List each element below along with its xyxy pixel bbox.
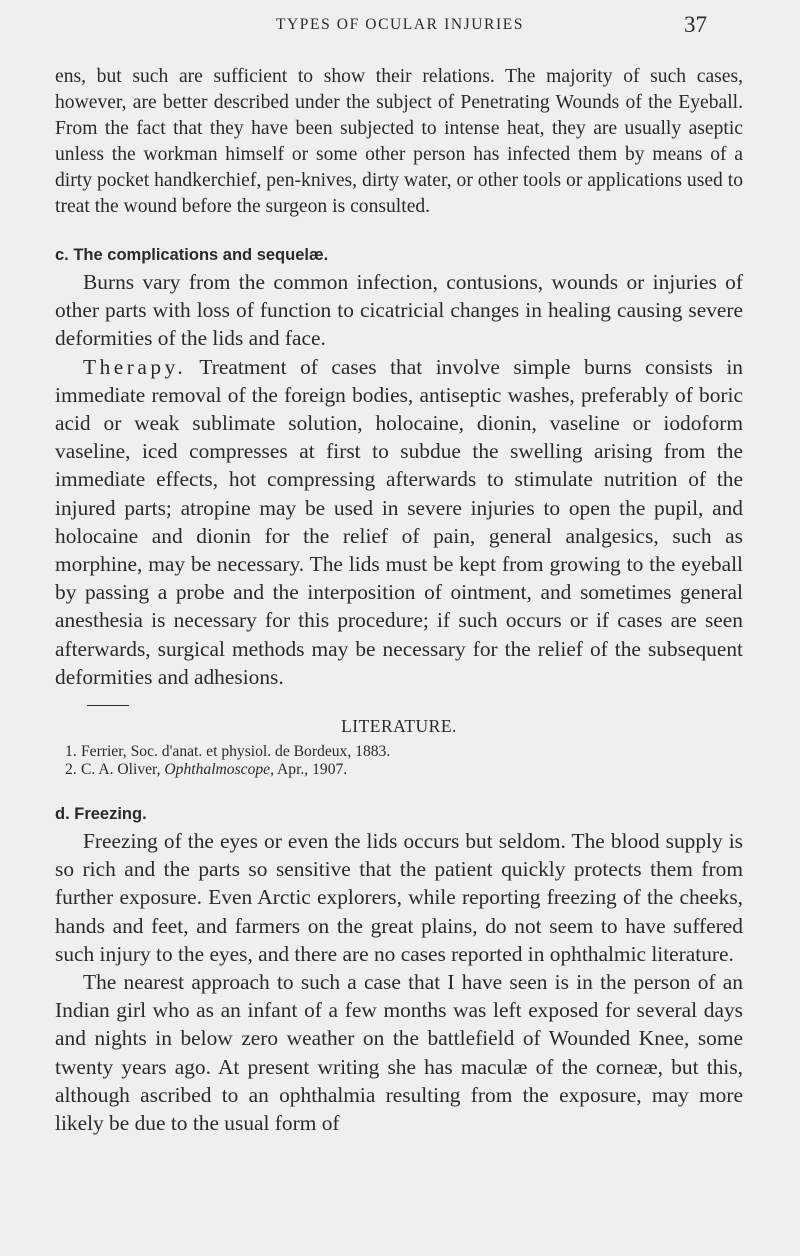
intro-paragraph: ens, but such are sufficient to show their relations. The majority of such cases, however, are better described under the subject of Penetrating Wounds of the Eyeball. From the fact that they have been subjected to intense heat, they are usually aseptic unless the workman himself or some other person has infected them by means of a dirty pocket handkerchief, pen-knives, dirty water, or other tools or applications used to treat the wound before the surgeon is consulted. [55, 66, 743, 217]
reference-item: 2. C. A. Oliver, Ophthalmoscope, Apr., 1907. [65, 761, 348, 779]
reference-list [55, 743, 743, 779]
section-d-paragraph-1: Freezing of the eyes or even the lids occurs but seldom. The blood supply is so rich and the parts so sensitive that the patient quickly protects them from further exposure. Even Arctic explorers, while reporting freezing of the cheeks, hands and feet, and farmers on the great plains, do not seem to have suffered such injury to the eyes, and there are no cases reported in ophthalmic literature. [55, 829, 743, 966]
journal-title: Ophthalmoscope, [164, 761, 274, 779]
section-c-paragraph: Burns vary from the common infection, contusions, wounds or injuries of other parts with loss of function to cicatricial changes in healing causing severe deformities of the lids and face. [55, 270, 743, 351]
literature-heading: LITERATURE. [341, 716, 457, 737]
therapy-paragraph [55, 353, 743, 691]
running-title: TYPES OF OCULAR INJURIES [275, 16, 525, 33]
reference-item: 1. Ferrier, Soc. d'anat. et physiol. de Bordeux, 1883. [65, 743, 391, 761]
section-divider [87, 705, 129, 706]
page-number: 37 [684, 12, 707, 37]
therapy-label: Therapy. [83, 354, 187, 379]
section-d-paragraph-2: The nearest approach to such a case that I have seen is in the person of an Indian girl who as an infant of a few months was left exposed for several days and nights in below zero weather on the battlefield of Wounded Knee, some twenty years ago. At present writing she has maculæ of the corneæ, but this, although ascribed to an ophthalmia resulting from the exposure, may more likely be due to the usual form of [55, 970, 743, 1136]
therapy-text: Treatment of cases that involve simple burns consists in immediate removal of the foreign bodies, antiseptic washes, preferably of boric acid or weak sublimate solution, holocaine, dionin, vaseline or iodoform vaseline, iced compresses at first to subdue the swelling arising from the immediate effects, hot compressing afterwards to stimulate nutrition of the injured parts; atropine may be used in severe injuries to open the pupil, and holocaine and dionin for the relief of pain, general analgesics, such as morphine, may be necessary. The lids must be kept from growing to the eyeball by passing a probe and the interposition of ointment, and sometimes general anesthesia is necessary for this procedure; if such occurs or if cases are seen afterwards, surgical methods may be necessary for the relief of the subsequent deformities and adhesions. [55, 354, 743, 689]
section-c-heading: c. The complications and sequelæ. [55, 246, 329, 264]
section-d-heading: d. Freezing. [55, 805, 147, 824]
page-body [55, 64, 743, 1137]
